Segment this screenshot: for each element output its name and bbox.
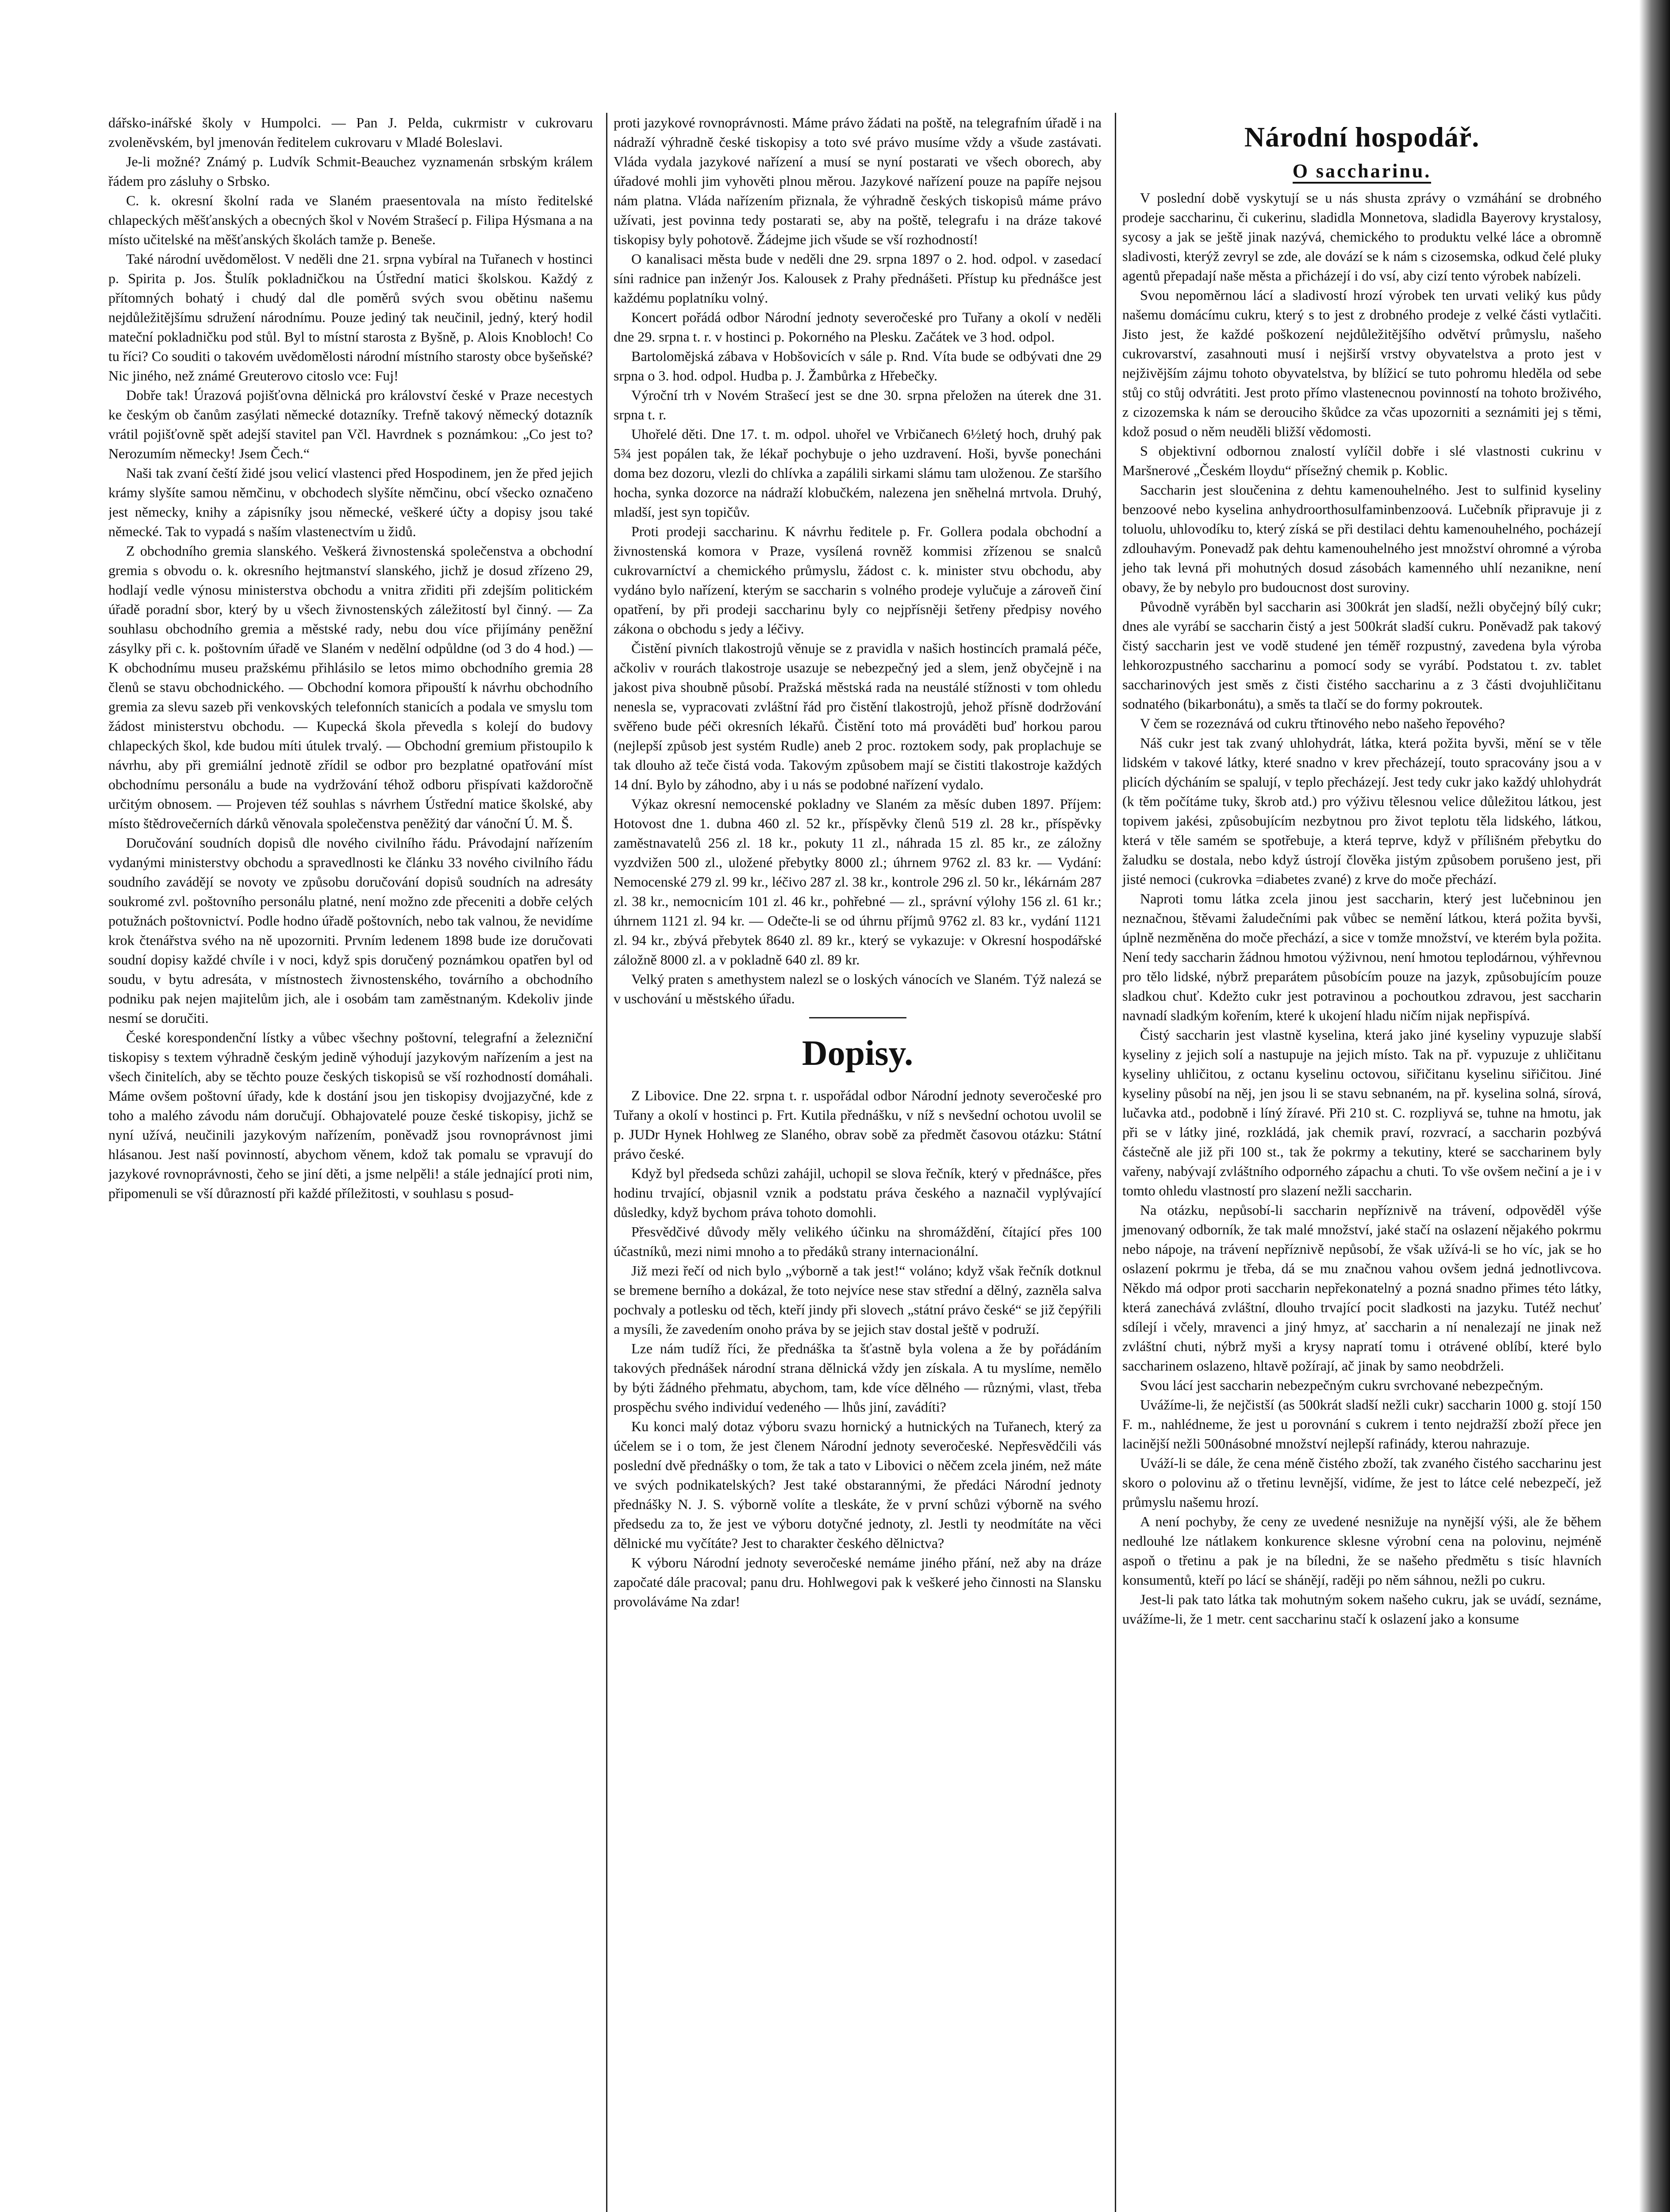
paragraph: České korespondenční lístky a vůbec všechny poštovní, telegrafní a železniční tiskopisy s textem výhradně českým jedině výhodují jazykovým nařízením a jest na všech činitelích, aby se těchto pouze českých tiskopisů se vší rozhodností domáhali. Máme ovšem poštovní úřady, kde k dostání jsou jen tiskopisy dvojjazyčné, kde z toho a malého závodu nám doručují. Obhajovatelé pouze české tiskopisy, jichž se nyní užívá, neučinili jazykovým nařízením, poněvadž jsou rovnoprávnost jimi hlásanou. Jest naší povinností, abychom věnem, kdož tak pomalu se vpravují do jazykové rovnoprávnosti, čeho se jiní děti, a jsme nelpěli! a stále jednající proti nim, připomenuli se vší důrazností při každé příležitosti, v souhlasu s posud-: [108, 1029, 593, 1201]
column-left: [108, 113, 593, 2212]
paragraph: Je-li možné? Známý p. Ludvík Schmit-Beauchez vyznamenán srbským králem řádem pro zásluhy o Srbsko.: [108, 154, 593, 189]
paragraph: Bartolomějská zábava v Hobšovicích v sále p. Rnd. Víta bude se odbývati dne 29 srpna o 3. hod. odpol. Hudba p. J. Žambůrka z Hřebečky.: [614, 348, 1102, 384]
paragraph: V čem se rozeznává od cukru třtinového nebo našeho řepového?: [1140, 715, 1505, 731]
paragraph: Již mezi řečí od nich bylo „výborně a tak jest!“ voláno; když však řečník dotknul se bremene berního a dokázal, že toto nejvíce nese stav střední a dělný, zazněla salva pochvaly a potlesku od těch, kteří jindy při slovech „státní právo české“ se již čepýřili a mysíli, že zavedením onoho práva by se jejich stav dostal ještě v podruží.: [614, 1263, 1102, 1337]
paragraph: A není pochyby, že ceny ze uvedené nesnižuje na nynější výši, ale že během nedlouhé lze nátlakem konkurence sklesne výrobní cena na polovinu, nejméně aspoň o třetinu a pak je na bíledni, že se našeho předmětu s tisíc hlavních konsumentů, kteří po lácí se shánějí, raději po něm sáhnou, nežli po cukru.: [1122, 1513, 1601, 1588]
article-title: [1122, 157, 1601, 185]
paragraph: dářsko-inářské školy v Humpolci. — Pan J. Pelda, cukrmistr v cukrovaru zvoleněvském, byl jmenován ředitelem cukrovaru v Mladé Boleslavi.: [108, 115, 593, 150]
paragraph: Lze nám tudíž říci, že přednáška ta šťastně byla volena a že by pořádáním takových přednášek národní strana dělnická vždy jen získala. A tu myslíme, nemělo by býti žádného přehmatu, abychom, tam, kde více dělného — různými, vlast, třeba prospěchu svého individuí vedeného — lhůs jiní, zavádíti?: [614, 1340, 1102, 1415]
paragraph: Svou nepoměrnou lácí a sladivostí hrozí výrobek ten urvati veliký kus půdy našemu domácímu cukru, který s to jest z drobného prodeje z velké části vytlačiti. Jisto jest, že každé poškození nejdůležitějšího odvětví průmyslu, našeho cukrovarství, zasahnouti musí i nejširší vrstvy obyvatelstva a proto jest v nejživějším zájmu tohoto obyvatelstva, by blížicí se tuto pohromu hleděla od sebe stůj co stůj odvrátiti. Jest proto přímo vlastenecnou povinností na tohoto broživého, z cizozemska k nám se derouciho škůdce za včas upozorniti a seznámiti jej s těmi, kdož posud o něm neuděli bližší vědomosti.: [1122, 287, 1601, 439]
paragraph: Čistý saccharin jest vlastně kyselina, která jako jiné kyseliny vypuzuje slabší kyseliny z jejich solí a nastupuje na jejich místo. Tak na př. vypuzuje z uhličitanu kyseliny uhličitou, z octanu kyselinu octovou, siřičitanu kyselinu siřičitou. Jiné kyseliny působí na něj, jen jsou li se stavu sebnaném, na př. kyselina solná, sírová, lučavka atd., podobně i líný žíravé. Při 210 st. C. rozpliyvá se, tuhne na hmotu, jak při se v látky jiné, rozkládá, jak chemik praví, rozvrací, a saccharin pozbývá částečně ale již při 100 st., tak že pokrmy a tekutiny, které se saccharinem byly vařeny, nabývají zvláštního odporného zápachu a chuti. To vše ovšem nečiní a je i v tomto ohledu vlastností pro slazení nežli saccharin.: [1122, 1027, 1601, 1198]
paragraph: Uváží-li se dále, že cena méně čistého zboží, tak zvaného čistého saccharinu jest skoro o polovinu až o třetinu levnější, vidíme, že jest to látce celé nebezpečí, jež průmyslu našemu hrozí.: [1122, 1455, 1601, 1510]
paragraph: Ku konci malý dotaz výboru svazu hornický a hutnických na Tuřanech, který za účelem se i o tom, že jest členem Národní jednoty severočeské. Nepřesvědčili vás poslední dvě přednášky o tom, že tak a tato v Libovici o něčem zcela jiném, než máte ve svých podnikatelských? Jest také obstarannými, že předáci Národní jednoty přednášky N. J. S. výborně volíte a tleskáte, že v první schůzi výborně na svého předsedu za to, že jest ve výboru dotyčné jednoty, zl. Jestli ty neodmítáte na věci dělnické mu vyčítáte? Jest to charakter českého dělnictva?: [614, 1418, 1102, 1551]
paragraph: Přesvědčivé důvody měly velikého účinku na shromáždění, čítající přes 100 účastníků, mezi nimi mnoho a to předáků strany internacionální.: [614, 1224, 1102, 1259]
paragraph: Na otázku, nepůsobí-li saccharin nepříznivě na trávení, odpověděl výše jmenovaný odborník, že tak malé množství, jaké stačí na oslazení nějakého pokrmu nebo nápoje, na trávení nepříznivě nepůsobí, že však užívá-li se ho víc, jak se ho oslazení pokrmu je třeba, dá se mu značnou vahou ovšem jedná jednotlivcova. Někdo má odpor proti saccharin nepřekonatelný a pozná snadno přimes této látky, která zanechává zvláštní, dlouho trvající pocit sladkosti na jazyku. Tutéž nechuť sdílejí i včely, mravenci a jiný hmyz, ať saccharin a ní nenalezají ne jinak než zvláštní chuti, nýbrž myši a krysy napratí tomu i otrávené oblíbí, které bylo saccharinem oslazeno, hltavě požírají, ač jinak by samo neobdrželi.: [1122, 1202, 1601, 1374]
column-middle: [606, 113, 1102, 2212]
scan-edge: [1639, 0, 1670, 2212]
paragraph: Velký praten s amethystem nalezl se o loských vánocích ve Slaném. Týž nalezá se v uschování u městského úřadu.: [614, 971, 1102, 1006]
paragraph: Proti prodeji saccharinu. K návrhu ředitele p. Fr. Gollera podala obchodní a živnostenská komora v Praze, vysílená rovněž kommisi zřízenou se snalců cukrovarníctví a chemického průmyslu, žádost c. k. minister stvu obchodu, aby vydáno bylo nařízení, kterým se saccharin s volného prodeje vylučuje a zároveň činí opatření, by při prodeji saccharinu byly co nejpřísněji šetřeny předpisy nového zákona o obchodu s jedy a léčivy.: [614, 523, 1102, 637]
paragraph: Saccharin jest sloučenina z dehtu kamenouhelného. Jest to sulfinid kyseliny benzoové nebo kyselina anhydroorthosulfaminbenzoová. Lučebník připravuje ji z toluolu, uhlovodíku to, který získá se při destilaci dehtu kamenouhelného, pocházejí zdlouhavým. Ponevadž pak dehtu kamenouhelného jest množství ohromné a výroba jeho tak levná při mohutných dosud zásobách kamenného uhlí nezanikne, není obavy, že by nebylo pro budoucnost dost suroviny.: [1122, 482, 1601, 595]
paragraph: Z obchodního gremia slanského. Veškerá živnostenská společenstva a obchodní gremia s obvodu o. k. okresního hejtmanství slanského, jichž je dosud zřízeno 29, hodlají vedle výnosu ministerstva obchodu a vnitra zřiditi při zdejším politickém úřadě poradní sbor, který by u všech živnostenských záležitostí byl činný. — Za souhlasu obchodního gremia a městské rady, nebu dou více přijímány peněžní zásylky při c. k. poštovním úřadě ve Slaném v nedělní odpůldne (od 3 do 4 hod.) — K obchodnímu museu pražskému přihlásilo se letos mimo obchodního gremia 28 členů se stavu obchodnického. — Obchodní komora připouští k návrhu obchodního gremia za slevu sazeb při venkovských telefonních stanicích a podala ve smyslu tom žádost ministerstvu obchodu. — Kupecká škola převedla s kolejí do budovy chlapeckých škol, kde budou míti útulek trvalý. — Obchodní gremium přistoupilo k návrhu, aby při gremiální jednotě zřídil se odbor pro bezplatné opatřování míst obchodnímu personálu a bude na vydržování téhož odboru přispívati každoročně určitým obnosem. — Projeven též souhlas s návrhem Ústřední matice školské, aby místo štědrovečerních dárků věnovala společenstva peněžitý dar vánoční Ú. M. Š.: [108, 543, 593, 831]
paragraph: Když byl předseda schůzi zahájil, uchopil se slova řečník, který v přednášce, přes hodinu trvající, objasnil vznik a podstatu práva českého a naznačil vyplývající důsledky, když bychom práva tohoto domohli.: [614, 1165, 1102, 1220]
paragraph: Výkaz okresní nemocenské pokladny ve Slaném za měsíc duben 1897. Příjem: Hotovost dne 1. dubna 460 zl. 52 kr., příspěvky členů 519 zl. 28 kr., příspěvky zaměstnavatelů 256 zl. 18 kr., pokuty 11 zl., náhrada 15 zl. 85 kr., ze záložny vyzdvižen 500 zl., uložené přebytky 8000 zl.; úhrnem 9762 zl. 83 kr. — Vydání: Nemocenské 279 zl. 99 kr., léčivo 287 zl. 38 kr., kontrole 296 zl. 50 kr., lékárnám 287 zl. 38 kr., nemocnicím 101 zl. 46 kr., pohřebné — zl., správní výlohy 156 zl. 61 kr.; úhrnem 1121 zl. 94 kr. — Odečte-li se od úhrnu příjmů 9762 zl. 83 kr., vydání 1121 zl. 94 kr., zbývá přebytek 8640 zl. 89 kr., který se vykazuje: v Okresní hospodářské záložně 8000 zl. a v pokladně 640 zl. 89 kr.: [614, 796, 1102, 968]
paragraph: Jest-li pak tato látka tak mohutným sokem našeho cukru, jak se uvádí, seznáme, uvážíme-li, že 1 metr. cent saccharinu stačí k oslazení jako a konsume: [1122, 1591, 1601, 1627]
paragraph: Z Libovice. Dne 22. srpna t. r. uspořádal odbor Národní jednoty severočeské pro Tuřany a okolí v hostinci p. Frt. Kutila přednášku, v níž s nevšední ochotou uvolil se p. JUDr Hynek Hohlweg ze Slaného, obrav sobě za předmět časovou otázku: Státní právo české.: [614, 1087, 1102, 1162]
paragraph: Koncert pořádá odbor Národní jednoty severočeské pro Tuřany a okolí v neděli dne 29. srpna t. r. v hostinci p. Pokorného na Plesku. Začátek ve 3 hod. odpol.: [614, 309, 1102, 345]
paragraph: Doručování soudních dopisů dle nového civilního řádu. Právodajní nařízením vydanými ministerstvy obchodu a spravedlnosti ke článku 33 nového civilního řádu soudního zavádějí se novoty ve způsobu doručování dopisů soudních na adresáty soukromé zvl. poštovního personálu platné, není možno zde přeceniti a dobře celých potužnách poštovnictví. Podle hodno úřadě poštovních, nebo tak valnou, že nevidíme krok čtenářstva svého na ně upozorniti. Prvním ledenem 1898 bude ize doručovati soudní dopisy každé chvíle i v noci, když spis doručený poznámkou opatřen byl od soudu, v bytu adresáta, v místnostech živnostenského, továrního a obchodního podniku pak nejen majitelům jich, ale i osobám tam zaměstnaným. Kdekoliv jinde nesmí se doručiti.: [108, 835, 593, 1026]
paragraph: Čistění pivních tlakostrojů věnuje se z pravidla v našich hostincích pramalá péče, ačkoliv v rourách tlakostroje usazuje se nebezpečný jed a slem, jenž obyčejně i na jakost piva shoubně působí. Pražská městská rada na neustálé stížnosti v tom ohledu nenesla se, vypracovati zvláštní řád pro čistění tlakostrojů, jehož přísně dodržování svěřeno bude péči okresních lékařů. Čistění toto má prováděti buď horkou parou (nejlepší způsob jest systém Rudle) aneb 2 proc. roztokem sody, pak proplachuje se tak dlouho až teče čistá voda. Takovým způsobem mají se čistiti tlakostroje každých 14 dní. Bylo by záhodno, aby i u nás se podobné nařízení vydalo.: [614, 640, 1102, 792]
paragraph: Uvážíme-li, že nejčistší (as 500krát sladší nežli cukr) saccharin 1000 g. stojí 150 F. m., nahlédneme, že jest u porovnání s cukrem i tento nejdražší zboží přece jen lacinější nežli 500násobné množství nejlepší rafinády, kterou nahrazuje.: [1122, 1397, 1601, 1452]
column-right: [1115, 113, 1601, 2212]
paragraph: Náš cukr jest tak zvaný uhlohydrát, látka, která požita byvši, mění se v těle lidském v takové látky, které snadno v krev přecházejí, touto spracovány jsou a v plicích dýcháním se spalují, v teplo přecházejí. Jest tedy cukr jako každý uhlohydrát (k těm počítáme tuky, škrob atd.) pro výživu tělesnou velice důležitou látkou, jest topivem jakési, způsobujícím nezbytnou pro život teplotu těla lidského, látkou, která v těle samém se spotřebuje, a která teprve, když v přílišném přebytku do žaludku se dostala, nebo když ústrojí člověka jistým způsobem porušeno jest, při jisté nemoci (cukrovka =diabetes zvané) z krve do moče přechází.: [1122, 735, 1601, 887]
paragraph: Dobře tak! Úrazová pojišťovna dělnická pro království české v Praze necestych ke českým ob čanům zasýlati německé dotazníky. Trefně takový německý dotazník vrátil pojišťovně spět adejší stavitel pan Včl. Havrdnek s poznámkou: „Co jest to? Nerozumím německy! Jsem Čech.“: [108, 387, 593, 461]
columns: [108, 113, 1604, 2212]
section-title: Národní hospodář.: [1244, 121, 1480, 153]
paragraph: Svou lácí jest saccharin nebezpečným cukru svrchované nebezpečným.: [1140, 1377, 1543, 1393]
paragraph: Výroční trh v Novém Strašecí jest se dne 30. srpna přeložen na úterek dne 31. srpna t. r.: [614, 387, 1102, 422]
paragraph: Naši tak zvaní čeští židé jsou velicí vlastenci před Hospodinem, jen že před jejich krámy slyšíte samou němčinu, v obchodech slyšíte němčinu, obcí všecko označeno jest německy, knihy a zápisníky jsou německé, veškeré účty a dopisy jsou také německé. Tak to vypadá s naším vlastenectvím u židů.: [108, 465, 593, 539]
paragraph: Uhořelé děti. Dne 17. t. m. odpol. uhořel ve Vrbičanech 6½letý hoch, druhý pak 5¾ jest popálen tak, že lékař pochybuje o jeho uzdravení. Hoši, byvše ponecháni doma bez dozoru, vlezli do chlívka a zapálili sirkami slámu tam uloženou. Ze staršího hocha, synka dozorce na nádraží klobučkém, nalezena jen sněhelná mrtvola. Druhý, mladší, jest syn topičův.: [614, 426, 1102, 520]
paragraph: Původně vyráběn byl saccharin asi 300krát jen sladší, nežli obyčejný bílý cukr; dnes ale vyrábí se saccharin čistý a jest 500krát sladší cukru. Poněvadž pak takový čistý saccharin jest ve vodě studené jen téměř rozpustný, zavedena byla výroba lehkorozpustného saccharinu a pomocí sody se vyrábí. Podstatou t. zv. tablet saccharinových jest směs z čisti čistého saccharinu a z 3 části dvojuhličitanu sodnatého (bikarbonátu), a směs ta tlačí se do formy pokroutek.: [1122, 599, 1601, 712]
article-title-text: O saccharinu.: [1293, 160, 1432, 184]
paragraph: Také národní uvědomělost. V neděli dne 21. srpna vybíral na Tuřanech v hostinci p. Spirita p. Jos. Štulík pokladničkou na Ústřední matici školskou. Každý z přítomných bohatý i chudý dal dle poměrů svých svou obětinu našemu nejdůležitějšímu sdružení národnímu. Pouze jediný tak neučinil, jedný, který hodil mateční pokladničku pod stůl. Byl to místní starosta z Byšně, p. Alois Knobloch! Co tu říci? Co souditi o takovém uvědomělosti národní místního starosty obce byšeňské? Nic jiného, než známé Greuterovo citoslo vce: Fuj!: [108, 251, 593, 384]
section-heading: Dopisy.: [802, 1034, 914, 1073]
paragraph: V poslední době vyskytují se u nás shusta zprávy o vzmáhání se drobného prodeje saccharinu, či cukerinu, sladidla Monnetova, sladidla Bayerovy krystalosy, sycosy a jak se ještě jinak nazývá, chemického to produktu velké láce a obromně sladivosti, kterýž zevryl se zde, ale dovází se k nám s cizosemska, odkud čelé pluky agentů přepadají naše města a přicházejí i do vsí, aby cizí tento výrobek nabízeli.: [1122, 190, 1601, 284]
divider: [809, 1017, 906, 1018]
paragraph: O kanalisaci města bude v neděli dne 29. srpna 1897 o 2. hod. odpol. v zasedací síni radnice pan inženýr Jos. Kalousek z Prahy přednášeti. Přístup ku přednášce jest každému poplatníku volný.: [614, 251, 1102, 306]
paragraph: C. k. okresní školní rada ve Slaném praesentovala na místo ředitelské chlapeckých měšťanských a obecných škol v Novém Strašecí p. Filipa Hýsmana a na místo učitelské na měšťanských školách tamže p. Beneše.: [108, 192, 593, 247]
paragraph: Naproti tomu látka zcela jinou jest saccharin, který jest lučebninou jen neznačnou, štěvami žaludečními pak vůbec se nemění látkou, která požita byvši, úplně nezměněna do moče přechází, a sice v tomže množství, ve kterém byla požita. Není tedy saccharin žádnou hmotou výživnou, není hmotou teplodárnou, výhřevnou pro tělo lidské, nýbrž preparátem působícím pouze na jazyk, způsobujícím pouze sladkou chuť. Kdežto cukr jest potravinou a pochoutkou zdravou, jest saccharin navnadí sladkým kořením, které k ukojení hladu ničím nijak nepřispívá.: [1122, 891, 1601, 1023]
paragraph: K výboru Národní jednoty severočeské nemáme jiného přání, než aby na dráze započaté dále pracoval; panu dru. Hohlwegovi pak k veškeré jeho činnosti na Slansku provoláváme Na zdar!: [614, 1555, 1102, 1609]
paragraph: proti jazykové rovnoprávnosti. Máme právo žádati na poště, na telegrafním úřadě i na nádraží výhradně české tiskopisy a toto své právo musíme vždy a všude zastávati. Vláda vydala jazykové nařízení a musí se nyní postarati ve všech oborech, aby úřadové mohli jim vyhověti plnou měrou. Jazykové nařízení pouze na papíře nejsou nám platna. Vláda nařízením přiznala, že výhradně českých tiskopisů máme právo užívati, jest povinna tedy postarati se, aby na poště, telegrafu i na dráze takové tiskopisy byly pohotově. Žádejme jich všude se vší rozhodností!: [614, 115, 1102, 247]
paragraph: S objektivní odbornou znalostí vylíčil dobře i slé vlastnosti cukrinu v Maršnerové „Českém lloydu“ přísežný chemik p. Koblic.: [1122, 443, 1601, 478]
